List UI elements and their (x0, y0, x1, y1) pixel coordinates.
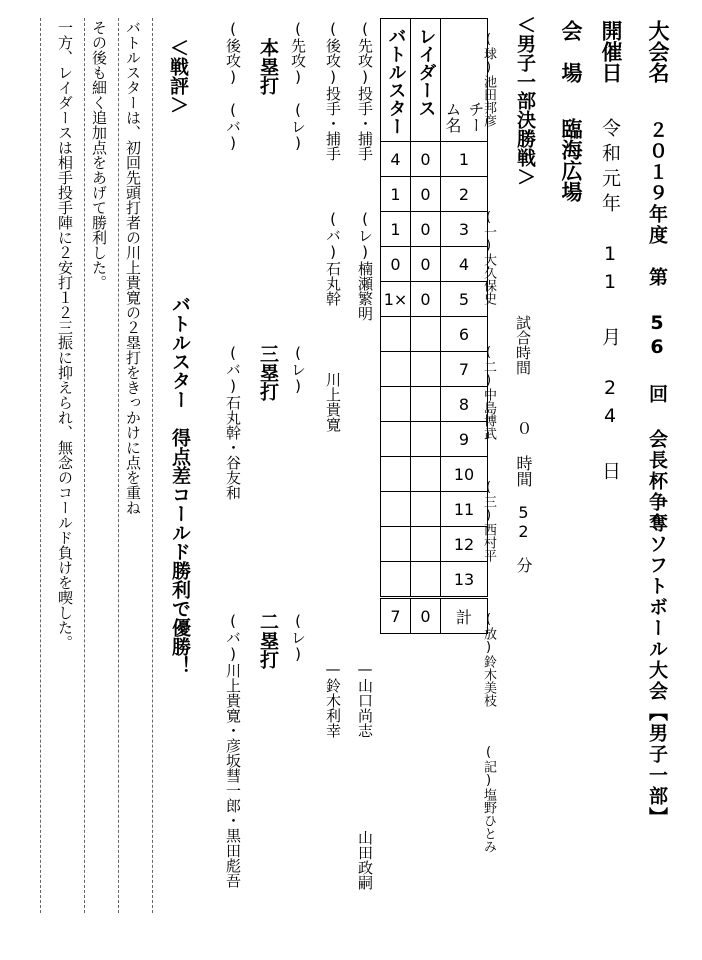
date-value: 令和元年 11 月 24 日 (599, 118, 621, 486)
battery-first-pitcher: (レ)楠瀬繁明 (356, 210, 374, 321)
team-name-header: チーム名 (441, 19, 488, 142)
inning-number: 7 (441, 352, 488, 387)
score-raiders: 0 (411, 282, 441, 317)
triple-second: (バ)石丸幹・谷友和 (224, 344, 242, 500)
venue-label: 会 場 (559, 20, 583, 83)
inning-number: 2 (441, 177, 488, 212)
game-time-value: ０ 時間 52 分 (514, 420, 533, 573)
inning-row (381, 282, 488, 317)
review-line-2: その後も細く追加点をあげて勝利した。 (90, 20, 108, 290)
umpire-ball: (球)池田邦彦 (481, 32, 496, 127)
inning-row (381, 247, 488, 282)
divider-1 (152, 18, 153, 913)
inning-number: 8 (441, 387, 488, 422)
inning-number: 10 (441, 457, 488, 492)
double-first-team: (レ) (289, 612, 307, 663)
triple-label: 三塁打 (257, 344, 279, 401)
venue-value: 臨海広場 (559, 118, 583, 202)
score-battlestar: 4 (381, 142, 411, 177)
score-raiders (411, 422, 441, 457)
total-label: 計 (441, 598, 488, 634)
inning-row (381, 562, 488, 598)
score-battlestar (381, 317, 411, 352)
event-name-value: ２０１９年度 第 56 回 会長杯争奪ソフトボール大会【男子一部】 (646, 120, 668, 828)
score-raiders (411, 492, 441, 527)
inning-number: 6 (441, 317, 488, 352)
inning-row (381, 352, 488, 387)
score-raiders (411, 387, 441, 422)
score-battlestar (381, 422, 411, 457)
inning-number: 1 (441, 142, 488, 177)
umpire-scorer: (放)鈴木美枝 (481, 612, 496, 707)
divider-2 (118, 18, 119, 913)
score-battlestar (381, 387, 411, 422)
battery-second-pitcher: (バ)石丸幹 (324, 210, 342, 306)
battery-first-p2: —山口尚志 (356, 660, 374, 738)
score-raiders (411, 527, 441, 562)
score-battlestar (381, 352, 411, 387)
score-battlestar: 1× (381, 282, 411, 317)
review-title: ＜戦評＞ (167, 38, 189, 114)
umpire-recorder: (記)塩野ひとみ (481, 745, 496, 853)
hr-label: 本塁打 (257, 38, 279, 95)
umpire-first: (一)大久保史 (481, 210, 496, 305)
score-raiders: 0 (411, 177, 441, 212)
score-raiders (411, 352, 441, 387)
triple-first-team: (レ) (289, 344, 307, 395)
score-battlestar: 1 (381, 212, 411, 247)
battery-first-label: (先攻)投手・捕手 (356, 20, 374, 161)
date-label: 開催日 (599, 20, 623, 83)
score-raiders (411, 457, 441, 492)
battery-second-p2: 川上貴寛 (324, 372, 342, 432)
hr-second-team: (後攻) (バ) (224, 20, 242, 152)
scoreboard (380, 18, 488, 634)
total-battlestar: 7 (381, 598, 411, 634)
review-line-3: 一方、レイダースは相手投手陣に２安打１２三振に抑えられ、無念のコールド負けを喫した。 (56, 20, 74, 650)
score-battlestar: 1 (381, 177, 411, 212)
umpire-second: (二)中島博武 (481, 345, 496, 440)
inning-number: 4 (441, 247, 488, 282)
battery-first-catcher: 山田政嗣 (356, 830, 374, 890)
battery-second-label: (後攻)投手・捕手 (324, 20, 342, 161)
score-battlestar (381, 527, 411, 562)
review-line-1: バトルスターは、初回先頭打者の川上貴寛の２塁打をきっかけに点を重ね (124, 20, 142, 515)
team-name-raiders: レイダース (411, 19, 441, 142)
score-battlestar (381, 457, 411, 492)
divider-3 (84, 18, 85, 913)
hr-first-team: (先攻) (レ) (289, 20, 307, 152)
final-title: ＜男子一部決勝戦＞ (514, 15, 536, 186)
inning-row (381, 387, 488, 422)
double-label: 二塁打 (257, 612, 279, 669)
inning-row (381, 422, 488, 457)
event-name-label: 大会名 (646, 20, 670, 83)
inning-row (381, 527, 488, 562)
double-second: (バ)川上貴寛・彦坂彗一郎・黒田彪吾 (224, 612, 242, 888)
inning-row (381, 457, 488, 492)
battery-second-catcher: —鈴木利幸 (324, 660, 342, 738)
inning-number: 12 (441, 527, 488, 562)
total-raiders: 0 (411, 598, 441, 634)
game-time-label: 試合時間 (514, 315, 532, 375)
inning-number: 13 (441, 562, 488, 598)
inning-number: 11 (441, 492, 488, 527)
score-raiders (411, 317, 441, 352)
score-raiders: 0 (411, 247, 441, 282)
inning-row (381, 492, 488, 527)
inning-row (381, 317, 488, 352)
inning-row (381, 177, 488, 212)
review-headline: バトルスター 得点差コールド勝利で優勝！ (169, 295, 191, 675)
score-raiders: 0 (411, 212, 441, 247)
score-battlestar (381, 492, 411, 527)
inning-number: 3 (441, 212, 488, 247)
inning-number: 9 (441, 422, 488, 457)
score-battlestar (381, 562, 411, 598)
inning-number: 5 (441, 282, 488, 317)
score-raiders (411, 562, 441, 598)
umpire-third: (三)西村平 (481, 480, 496, 562)
divider-4 (40, 18, 41, 913)
inning-row (381, 142, 488, 177)
team-name-battlestar: バトルスター (381, 19, 411, 142)
score-battlestar: 0 (381, 247, 411, 282)
score-raiders: 0 (411, 142, 441, 177)
inning-row (381, 212, 488, 247)
